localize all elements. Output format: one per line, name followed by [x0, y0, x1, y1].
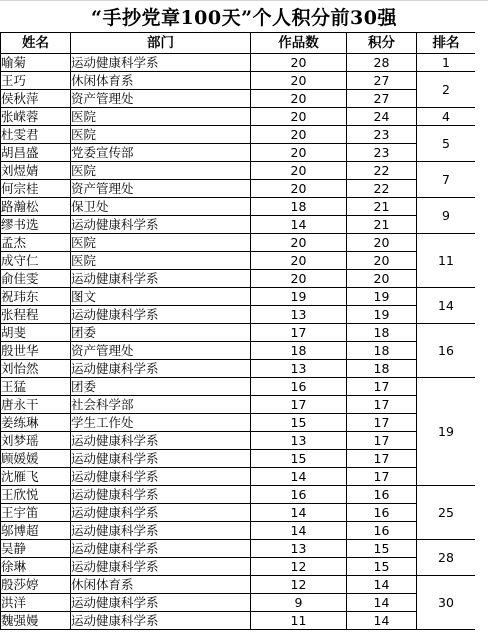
name-cell[interactable]: 王巧 [1, 72, 71, 90]
score-cell[interactable]: 15 [347, 540, 417, 558]
name-cell[interactable]: 刘煜婧 [1, 162, 71, 180]
score-cell[interactable]: 20 [347, 234, 417, 252]
score-cell[interactable]: 17 [347, 396, 417, 414]
rank-cell[interactable]: 9 [417, 198, 476, 234]
score-cell[interactable]: 23 [347, 144, 417, 162]
dept-cell[interactable]: 运动健康科学系 [71, 486, 251, 504]
name-cell[interactable]: 杜雯君 [1, 126, 71, 144]
works-cell[interactable]: 14 [251, 522, 347, 540]
header-works[interactable]: 作品数 [251, 33, 347, 54]
score-cell[interactable]: 14 [347, 576, 417, 594]
rank-cell[interactable]: 4 [417, 108, 476, 126]
score-cell[interactable]: 16 [347, 504, 417, 522]
name-cell[interactable]: 吴静 [1, 540, 71, 558]
table-row [1, 216, 476, 234]
score-cell[interactable]: 17 [347, 414, 417, 432]
name-cell[interactable]: 祝玮东 [1, 288, 71, 306]
table-row [1, 306, 476, 324]
table-row [1, 468, 476, 486]
works-cell[interactable]: 14 [251, 468, 347, 486]
works-cell[interactable]: 16 [251, 378, 347, 396]
header-rank[interactable]: 排名 [417, 33, 476, 54]
table-body [1, 54, 476, 630]
ranking-table [0, 32, 476, 630]
dept-cell[interactable]: 图文 [71, 288, 251, 306]
name-cell[interactable]: 路瀚松 [1, 198, 71, 216]
works-cell[interactable]: 20 [251, 252, 347, 270]
name-cell[interactable]: 胡昌盛 [1, 144, 71, 162]
score-cell[interactable]: 17 [347, 468, 417, 486]
score-cell[interactable]: 14 [347, 594, 417, 612]
rank-cell[interactable]: 5 [417, 126, 476, 162]
works-cell[interactable]: 20 [251, 72, 347, 90]
score-cell[interactable]: 17 [347, 450, 417, 468]
rank-cell[interactable]: 11 [417, 234, 476, 288]
works-cell[interactable]: 12 [251, 576, 347, 594]
table-row [1, 54, 476, 72]
name-cell[interactable]: 洪洋 [1, 594, 71, 612]
dept-cell[interactable]: 运动健康科学系 [71, 270, 251, 288]
score-cell[interactable]: 20 [347, 252, 417, 270]
score-cell[interactable]: 27 [347, 90, 417, 108]
score-cell[interactable]: 24 [347, 108, 417, 126]
works-cell[interactable]: 20 [251, 270, 347, 288]
rank-cell[interactable]: 7 [417, 162, 476, 198]
table-row [1, 450, 476, 468]
dept-cell[interactable]: 资产管理处 [71, 342, 251, 360]
name-cell[interactable]: 张程程 [1, 306, 71, 324]
table-row [1, 90, 476, 108]
works-cell[interactable]: 20 [251, 108, 347, 126]
table-row [1, 414, 476, 432]
rank-cell[interactable]: 19 [417, 378, 476, 486]
works-cell[interactable]: 17 [251, 396, 347, 414]
dept-cell[interactable]: 运动健康科学系 [71, 468, 251, 486]
rank-cell[interactable]: 28 [417, 540, 476, 576]
table-row [1, 144, 476, 162]
rank-cell[interactable]: 1 [417, 54, 476, 72]
table-row [1, 576, 476, 594]
dept-cell[interactable]: 运动健康科学系 [71, 216, 251, 234]
name-cell[interactable]: 何宗桂 [1, 180, 71, 198]
dept-cell[interactable]: 医院 [71, 252, 251, 270]
table-row [1, 72, 476, 90]
works-cell[interactable]: 20 [251, 180, 347, 198]
name-cell[interactable]: 邬博超 [1, 522, 71, 540]
table-row [1, 324, 476, 342]
table-row [1, 288, 476, 306]
table-row [1, 180, 476, 198]
sheet-title: “手抄党章100天”个人积分前30强 [91, 6, 397, 29]
right-margin [475, 32, 488, 636]
works-cell[interactable]: 13 [251, 432, 347, 450]
name-cell[interactable]: 喻菊 [1, 54, 71, 72]
rank-cell[interactable]: 25 [417, 486, 476, 540]
dept-cell[interactable]: 资产管理处 [71, 180, 251, 198]
score-cell[interactable]: 21 [347, 216, 417, 234]
name-cell[interactable]: 俞佳雯 [1, 270, 71, 288]
dept-cell[interactable]: 学生工作处 [71, 414, 251, 432]
name-cell[interactable]: 刘怡然 [1, 360, 71, 378]
name-cell[interactable]: 顾媛媛 [1, 450, 71, 468]
dept-cell[interactable]: 运动健康科学系 [71, 450, 251, 468]
score-cell[interactable]: 19 [347, 306, 417, 324]
works-cell[interactable]: 20 [251, 162, 347, 180]
score-cell[interactable]: 17 [347, 432, 417, 450]
table-row [1, 108, 476, 126]
dept-cell[interactable]: 休闲体育系 [71, 72, 251, 90]
header-row [1, 33, 476, 54]
score-cell[interactable]: 27 [347, 72, 417, 90]
works-cell[interactable]: 11 [251, 612, 347, 630]
table-row [1, 270, 476, 288]
works-cell[interactable]: 14 [251, 504, 347, 522]
works-cell[interactable]: 12 [251, 558, 347, 576]
works-cell[interactable]: 13 [251, 540, 347, 558]
name-cell[interactable]: 孟杰 [1, 234, 71, 252]
table-row [1, 234, 476, 252]
header-score[interactable]: 积分 [347, 33, 417, 54]
dept-cell[interactable]: 运动健康科学系 [71, 306, 251, 324]
table-row [1, 342, 476, 360]
rank-cell[interactable]: 14 [417, 288, 476, 324]
dept-cell[interactable]: 保卫处 [71, 198, 251, 216]
dept-cell[interactable]: 运动健康科学系 [71, 594, 251, 612]
name-cell[interactable]: 唐永干 [1, 396, 71, 414]
score-cell[interactable]: 14 [347, 612, 417, 630]
dept-cell[interactable]: 运动健康科学系 [71, 540, 251, 558]
score-cell[interactable]: 28 [347, 54, 417, 72]
dept-cell[interactable]: 医院 [71, 108, 251, 126]
table-row [1, 252, 476, 270]
works-cell[interactable]: 19 [251, 288, 347, 306]
dept-cell[interactable]: 运动健康科学系 [71, 522, 251, 540]
table-row [1, 126, 476, 144]
dept-cell[interactable]: 资产管理处 [71, 90, 251, 108]
table-row [1, 594, 476, 612]
rank-cell[interactable]: 2 [417, 72, 476, 108]
table-row [1, 360, 476, 378]
dept-cell[interactable]: 运动健康科学系 [71, 558, 251, 576]
name-cell[interactable]: 成守仁 [1, 252, 71, 270]
works-cell[interactable]: 13 [251, 360, 347, 378]
works-cell[interactable]: 13 [251, 306, 347, 324]
table-row [1, 540, 476, 558]
name-cell[interactable]: 徐琳 [1, 558, 71, 576]
name-cell[interactable]: 王宇笛 [1, 504, 71, 522]
dept-cell[interactable]: 医院 [71, 126, 251, 144]
dept-cell[interactable]: 运动健康科学系 [71, 612, 251, 630]
name-cell[interactable]: 殷莎婷 [1, 576, 71, 594]
table-row [1, 432, 476, 450]
score-cell[interactable]: 23 [347, 126, 417, 144]
works-cell[interactable]: 9 [251, 594, 347, 612]
works-cell[interactable]: 18 [251, 342, 347, 360]
name-cell[interactable]: 姜练琳 [1, 414, 71, 432]
table-row [1, 558, 476, 576]
works-cell[interactable]: 16 [251, 486, 347, 504]
name-cell[interactable]: 缪书选 [1, 216, 71, 234]
name-cell[interactable]: 魏强嫚 [1, 612, 71, 630]
name-cell[interactable]: 刘梦瑶 [1, 432, 71, 450]
score-cell[interactable]: 18 [347, 324, 417, 342]
table-row [1, 162, 476, 180]
dept-cell[interactable]: 团委 [71, 324, 251, 342]
score-cell[interactable]: 18 [347, 342, 417, 360]
dept-cell[interactable]: 团委 [71, 378, 251, 396]
header-dept[interactable]: 部门 [71, 33, 251, 54]
works-cell[interactable]: 15 [251, 450, 347, 468]
works-cell[interactable]: 14 [251, 216, 347, 234]
dept-cell[interactable]: 医院 [71, 162, 251, 180]
works-cell[interactable]: 20 [251, 126, 347, 144]
score-cell[interactable]: 22 [347, 180, 417, 198]
dept-cell[interactable]: 运动健康科学系 [71, 504, 251, 522]
table-row [1, 198, 476, 216]
name-cell[interactable]: 侯秋萍 [1, 90, 71, 108]
dept-cell[interactable]: 运动健康科学系 [71, 432, 251, 450]
works-cell[interactable]: 20 [251, 144, 347, 162]
name-cell[interactable]: 张嵘蓉 [1, 108, 71, 126]
dept-cell[interactable]: 医院 [71, 234, 251, 252]
works-cell[interactable]: 15 [251, 414, 347, 432]
name-cell[interactable]: 沈雁飞 [1, 468, 71, 486]
table-row [1, 612, 476, 630]
score-cell[interactable]: 19 [347, 288, 417, 306]
dept-cell[interactable]: 运动健康科学系 [71, 360, 251, 378]
table-row [1, 504, 476, 522]
works-cell[interactable]: 20 [251, 54, 347, 72]
score-cell[interactable]: 15 [347, 558, 417, 576]
name-cell[interactable]: 王欣悦 [1, 486, 71, 504]
score-cell[interactable]: 22 [347, 162, 417, 180]
works-cell[interactable]: 17 [251, 324, 347, 342]
works-cell[interactable]: 18 [251, 198, 347, 216]
table-row [1, 378, 476, 396]
works-cell[interactable]: 20 [251, 90, 347, 108]
rank-cell[interactable]: 30 [417, 576, 476, 630]
rank-cell[interactable]: 16 [417, 324, 476, 378]
score-cell[interactable]: 17 [347, 378, 417, 396]
dept-cell[interactable]: 党委宣传部 [71, 144, 251, 162]
name-cell[interactable]: 殷世华 [1, 342, 71, 360]
header-name[interactable]: 姓名 [1, 33, 71, 54]
score-cell[interactable]: 20 [347, 270, 417, 288]
dept-cell[interactable]: 社会科学部 [71, 396, 251, 414]
works-cell[interactable]: 20 [251, 234, 347, 252]
table-row [1, 522, 476, 540]
score-cell[interactable]: 16 [347, 486, 417, 504]
name-cell[interactable]: 胡斐 [1, 324, 71, 342]
table-row [1, 396, 476, 414]
dept-cell[interactable]: 运动健康科学系 [71, 54, 251, 72]
score-cell[interactable]: 18 [347, 360, 417, 378]
score-cell[interactable]: 21 [347, 198, 417, 216]
score-cell[interactable]: 16 [347, 522, 417, 540]
name-cell[interactable]: 王猛 [1, 378, 71, 396]
table-row [1, 486, 476, 504]
dept-cell[interactable]: 休闲体育系 [71, 576, 251, 594]
